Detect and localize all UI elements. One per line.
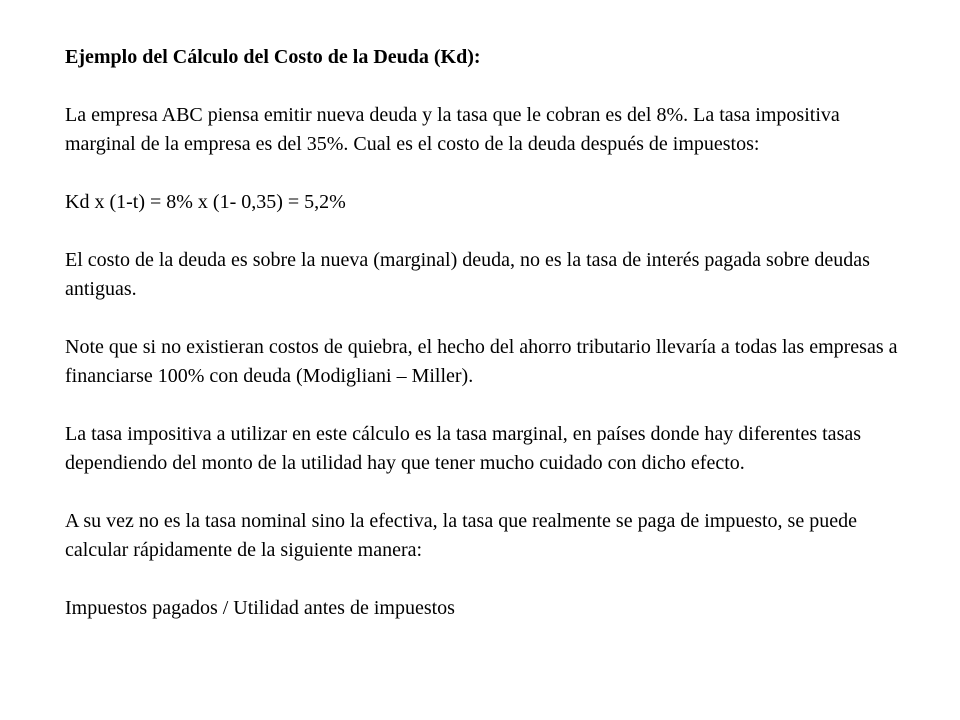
paragraph-modigliani-miller: Note que si no existieran costos de quiebra, el hecho del ahorro tributario llevaría a todas las empresas a financiarse 100% con deuda (Modigliani – Miller). — [65, 336, 898, 387]
paragraph-marginal-debt: El costo de la deuda es sobre la nueva (marginal) deuda, no es la tasa de interés pagada sobre deudas antiguas. — [65, 249, 870, 300]
slide-title: Ejemplo del Cálculo del Costo de la Deuda (Kd): — [65, 46, 481, 68]
paragraph-formula: Kd x (1-t) = 8% x (1- 0,35) = 5,2% — [65, 191, 346, 213]
paragraph-problem-statement: La empresa ABC piensa emitir nueva deuda y la tasa que le cobran es del 8%. La tasa impositiva marginal de la empresa es del 35%. Cual es el costo de la deuda después de impuestos: — [65, 104, 840, 155]
paragraph-effective-rate: A su vez no es la tasa nominal sino la efectiva, la tasa que realmente se paga de impuesto, se puede calcular rápidamente de la siguiente manera: — [65, 510, 857, 561]
paragraph-effective-rate-formula: Impuestos pagados / Utilidad antes de impuestos — [65, 597, 455, 619]
paragraph-marginal-tax-rate: La tasa impositiva a utilizar en este cálculo es la tasa marginal, en países donde hay diferentes tasas dependiendo del monto de la utilidad hay que tener mucho cuidado con dicho efecto. — [65, 423, 862, 474]
slide-content — [65, 43, 915, 623]
